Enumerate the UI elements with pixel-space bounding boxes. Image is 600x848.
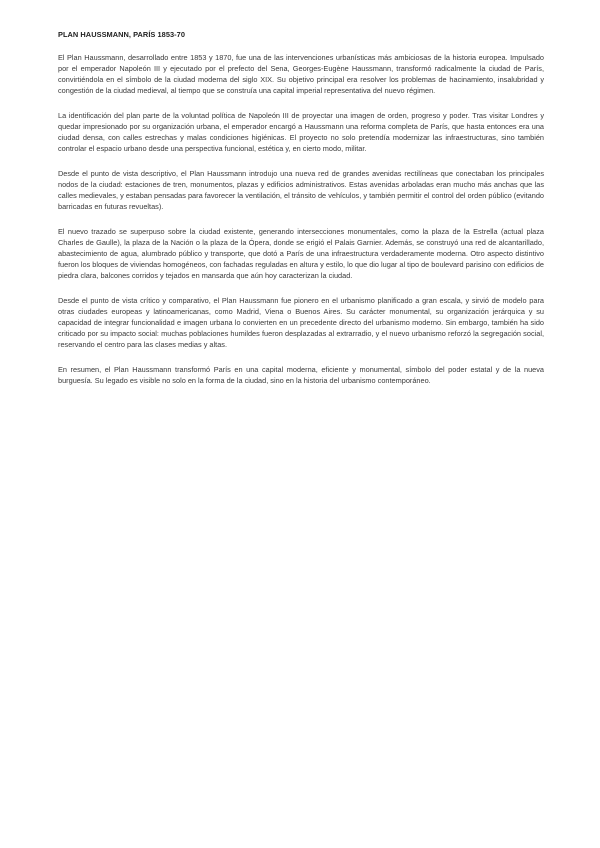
paragraph-introduction: El Plan Haussmann, desarrollado entre 1853 y 1870, fue una de las intervenciones urbanísticas más ambiciosas de la historia europea. Impulsado por el emperador Napoleón III y ejecutado por el prefecto del Sena, Georges-Eugène Haussmann, transformó radicalmente la ciudad de París, convirtiéndola en el símbolo de la ciudad moderna del siglo XIX. Su objetivo principal era resolver los problemas de hacinamiento, insalubridad y congestión de la ciudad medieval, al tiempo que se construía una capital imperial representativa del nuevo régimen.	[58, 53, 544, 95]
document-title: PLAN HAUSSMANN, PARÍS 1853-70	[58, 30, 185, 39]
paragraph-layout: El nuevo trazado se superpuso sobre la ciudad existente, generando intersecciones monumentales, como la plaza de la Estrella (actual plaza Charles de Gaulle), la plaza de la Nación o la plaza de la Ópera, donde se erigió el Palais Garnier. Además, se construyó una red de alcantarillado, abastecimiento de agua, alumbrado público y transporte, que dotó a París de una infraestructura verdaderamente moderna. Otro aspecto distintivo fueron los bloques de viviendas homogéneos, con fachadas reguladas en altura y estilo, lo que dio lugar al tipo de boulevard parisino con edificios de piedra clara, balcones corridos y tejados en mansarda que aún hoy caracterizan la ciudad.	[58, 227, 544, 280]
paragraph-description: Desde el punto de vista descriptivo, el Plan Haussmann introdujo una nueva red de grandes avenidas rectilíneas que conectaban los principales nodos de la ciudad: estaciones de tren, monumentos, plazas y edificios administrativos. Estas avenidas arboladas eran mucho más anchas que las calles medievales, y estaban pensadas para favorecer la ventilación, el tránsito de vehículos, y también permitir el control del orden público (evitando barricadas en futuras revueltas).	[58, 169, 544, 211]
paragraph-critical: Desde el punto de vista crítico y comparativo, el Plan Haussmann fue pionero en el urbanismo planificado a gran escala, y sirvió de modelo para otras ciudades europeas y latinoamericanas, como Madrid, Viena o Buenos Aires. Su carácter monumental, su organización jerárquica y su capacidad de integrar funcionalidad e imagen urbana lo convierten en un precedente directo del urbanismo moderno. Sin embargo, también ha sido criticado por su impacto social: muchas poblaciones humildes fueron desplazadas al extrarradio, y el nuevo urbanismo reforzó la segregación social, reservando el centro para las clases medias y altas.	[58, 296, 544, 349]
paragraph-identification: La identificación del plan parte de la voluntad política de Napoleón III de proyectar una imagen de orden, progreso y poder. Tras visitar Londres y quedar impresionado por su organización urbana, el emperador encargó a Haussmann una reforma completa de París, que hasta entonces era una ciudad densa, con calles estrechas y malas condiciones higiénicas. El proyecto no solo pretendía modernizar las infraestructuras, sino también controlar el espacio urbano desde una perspectiva funcional, estética y, en cierto modo, militar.	[58, 111, 544, 153]
document-body	[58, 52, 544, 400]
paragraph-summary: En resumen, el Plan Haussmann transformó París en una capital moderna, eficiente y monumental, símbolo del poder estatal y de la nueva burguesía. Su legado es visible no solo en la forma de la ciudad, sino en la historia del urbanismo contemporáneo.	[58, 365, 544, 385]
